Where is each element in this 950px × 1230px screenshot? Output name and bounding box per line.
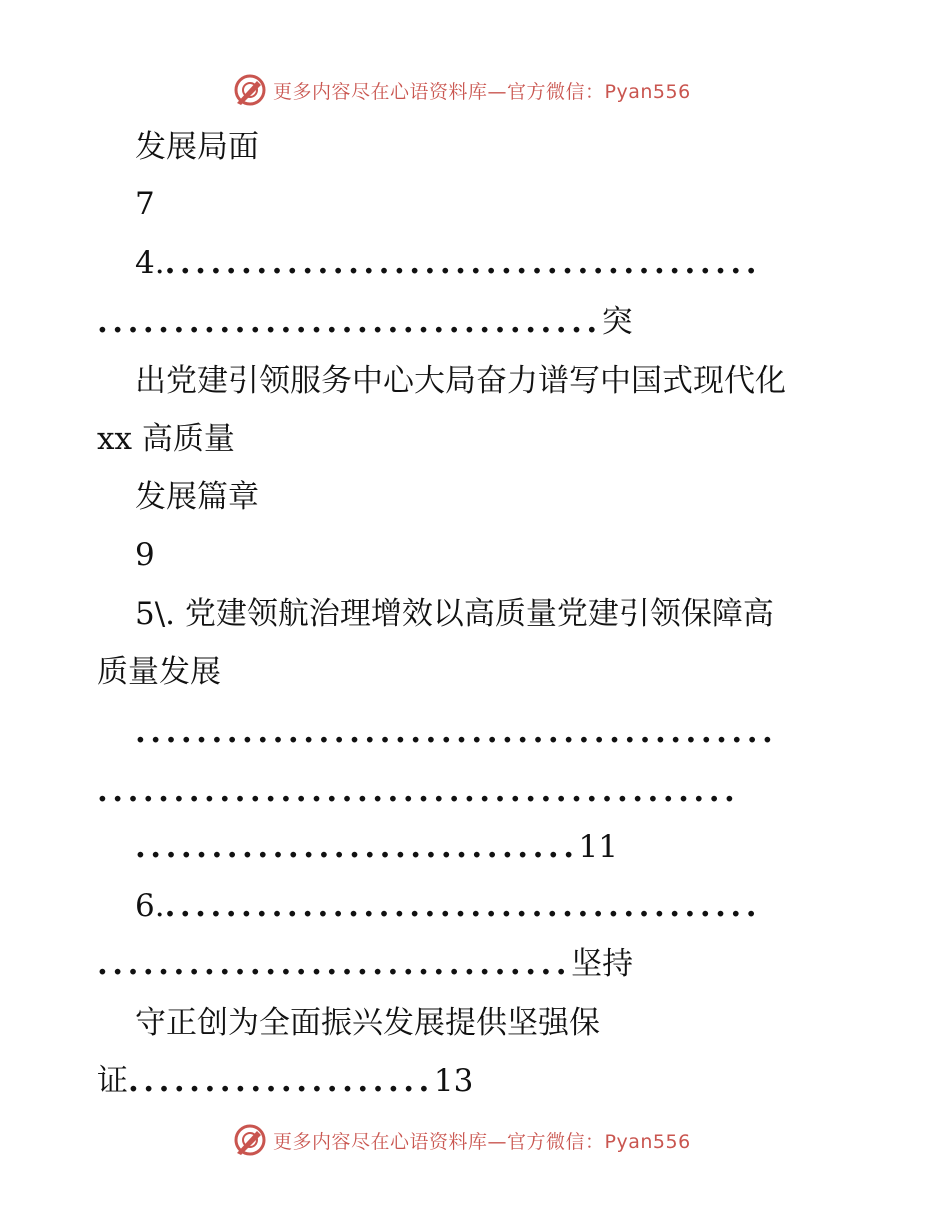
header-banner-text: 更多内容尽在心语资料库—官方微信：Pyan556 [273,80,691,103]
toc-page-number: 7 [135,186,155,222]
toc-line-text: 突 [601,304,633,340]
toc-entry-6 [135,881,761,931]
footer-banner [233,1120,691,1160]
toc-line: 发展局面 [135,129,259,165]
toc-line: 守正创为全面振兴发展提供坚强保 [135,1005,600,1041]
toc-entry-6-cont [97,939,633,989]
toc-leader-dots: ....................................... [164,245,761,281]
pen-logo-icon [233,73,267,107]
toc-leader-dots: ............................. [135,829,579,865]
toc-leader-dots: .......................................... [135,714,778,750]
toc-last-line [97,1056,473,1106]
toc-page-number: 13 [433,1063,474,1099]
toc-leader-dots: .................... [128,1063,434,1099]
toc-page-number: 11 [578,829,618,865]
toc-entry-4-cont [97,297,633,347]
header-banner [233,70,691,110]
toc-line-text: 坚持 [571,946,634,982]
toc-leader-dots: ....................................... [164,888,761,924]
pen-logo-icon [233,1123,267,1157]
toc-leader-dots: ............................... [97,946,572,982]
toc-leader-dots: ................................. [97,304,602,340]
toc-leader-line [97,766,739,816]
toc-line-text: 证 [97,1063,128,1099]
toc-entry-5: 5\. 党建领航治理增效以高质量党建引领保障高 [135,596,774,632]
toc-page-number: 9 [135,537,155,573]
toc-leader-line [135,707,777,757]
toc-leader-dots: .......................................... [97,773,740,809]
toc-line: xx 高质量 [97,421,235,457]
toc-entry-number: 4. [135,245,165,281]
footer-banner-text: 更多内容尽在心语资料库—官方微信：Pyan556 [273,1130,691,1153]
toc-line: 质量发展 [97,654,221,690]
toc-line: 出党建引领服务中心大局奋力谱写中国式现代化 [135,363,786,399]
toc-entry-number: 6. [135,888,165,924]
toc-line: 发展篇章 [135,479,259,515]
toc-leader-line [135,822,618,872]
toc-entry-4 [135,238,761,288]
